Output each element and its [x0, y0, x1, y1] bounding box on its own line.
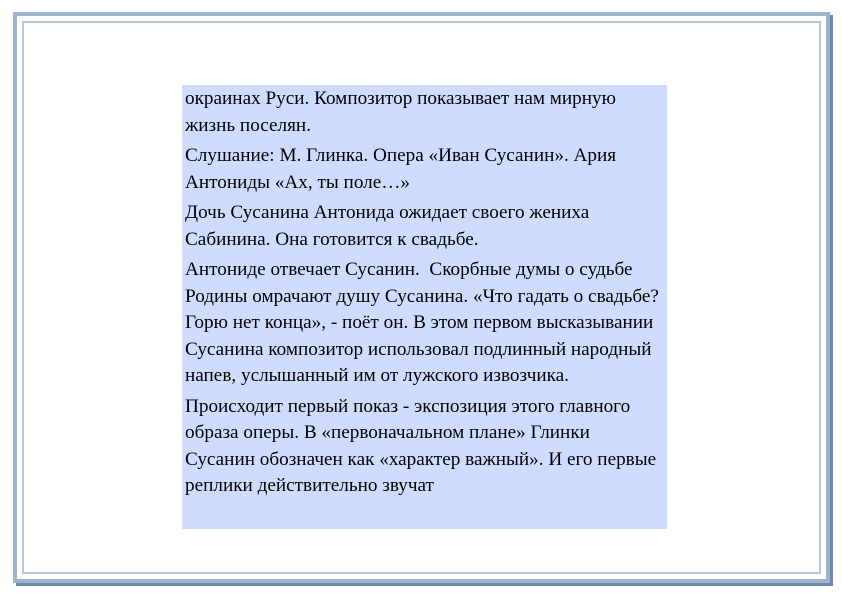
slide-text-box — [182, 85, 667, 529]
paragraph-5: Происходит первый показ - экспозиция этого главного образа оперы. В «первоначальном плане» Глинки Сусанин обозначен как «характер важный». И его первые реплики действительно звучат — [185, 395, 661, 496]
paragraph-1: окраинах Руси. Композитор показывает нам мирную жизнь поселян. — [185, 88, 621, 136]
paragraph-2: Слушание: М. Глинка. Опера «Иван Сусанин». Ария Антониды «Ах, ты поле…» — [185, 145, 621, 193]
paragraph-3: Дочь Сусанина Антонида ожидает своего жениха Сабинина. Она готовится к свадьбе. — [185, 202, 595, 250]
paragraph-4: Антониде отвечает Сусанин. Скорбные думы о судьбе Родины омрачают душу Сусанина. «Что гадать о свадьбе? Горю нет конца», - поёт он. В этом первом высказывании Сусанина композитор использовал подлинный народный напев, услышанный им от лужского извозчика. — [185, 259, 664, 386]
